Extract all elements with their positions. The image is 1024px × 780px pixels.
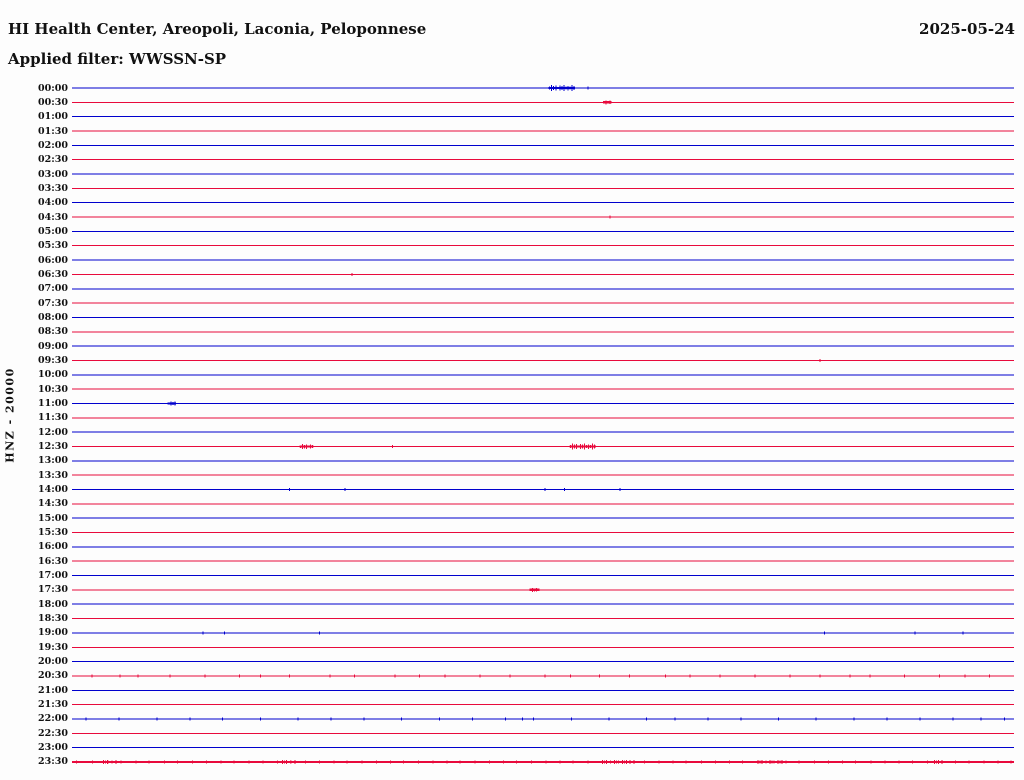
time-label: 09:00 <box>38 340 68 352</box>
time-label: 22:30 <box>38 727 68 739</box>
channel-scale-label: HNZ - 20000 <box>3 367 17 463</box>
time-label: 02:30 <box>38 154 68 166</box>
time-label: 17:30 <box>38 584 68 596</box>
time-label: 16:00 <box>38 541 68 553</box>
time-label: 11:30 <box>38 412 68 424</box>
time-label: 12:30 <box>38 441 68 452</box>
time-label: 00:30 <box>38 96 68 108</box>
time-label: 20:00 <box>38 656 68 668</box>
time-label: 05:30 <box>38 240 68 252</box>
applied-filter-label: Applied filter: WWSSN-SP <box>8 50 227 68</box>
time-label: 03:30 <box>38 182 68 194</box>
time-label: 14:30 <box>38 498 68 510</box>
time-label: 18:30 <box>38 613 68 625</box>
time-label: 21:00 <box>38 684 68 696</box>
time-label: 15:00 <box>38 512 68 524</box>
time-label: 16:30 <box>38 555 68 567</box>
time-label: 08:00 <box>38 311 68 323</box>
time-label: 23:00 <box>38 742 68 754</box>
time-label: 19:00 <box>38 627 68 639</box>
time-label: 22:00 <box>38 713 68 725</box>
time-label: 03:00 <box>38 168 68 180</box>
time-label: 21:30 <box>38 699 68 711</box>
time-label: 07:30 <box>38 297 68 309</box>
time-label: 15:30 <box>38 527 68 539</box>
time-label: 09:30 <box>38 354 68 366</box>
time-label: 00:00 <box>38 82 68 94</box>
time-label: 10:00 <box>38 369 68 381</box>
time-label: 13:00 <box>38 455 68 467</box>
time-label: 18:00 <box>38 598 68 610</box>
time-label: 04:30 <box>38 211 68 223</box>
time-label: 23:30 <box>38 756 68 768</box>
time-label: 04:00 <box>38 197 68 209</box>
time-label: 14:00 <box>38 484 68 496</box>
time-label: 13:30 <box>38 469 68 481</box>
station-title: HI Health Center, Areopoli, Laconia, Peloponnese <box>8 20 427 38</box>
time-label: 02:00 <box>38 139 68 151</box>
time-label: 17:00 <box>38 570 68 582</box>
time-label: 08:30 <box>38 326 68 338</box>
time-label: 01:00 <box>38 111 68 123</box>
time-label: 06:00 <box>38 254 68 266</box>
time-label: 20:30 <box>38 670 68 682</box>
time-label: 06:30 <box>38 268 68 280</box>
time-label: 01:30 <box>38 125 68 137</box>
time-label: 07:00 <box>38 283 68 295</box>
time-label: 19:30 <box>38 641 68 653</box>
time-label: 12:00 <box>38 426 68 438</box>
record-date: 2025-05-24 <box>919 20 1015 38</box>
time-label: 10:30 <box>38 383 68 395</box>
time-label: 05:00 <box>38 225 68 237</box>
time-label: 11:00 <box>38 397 68 409</box>
